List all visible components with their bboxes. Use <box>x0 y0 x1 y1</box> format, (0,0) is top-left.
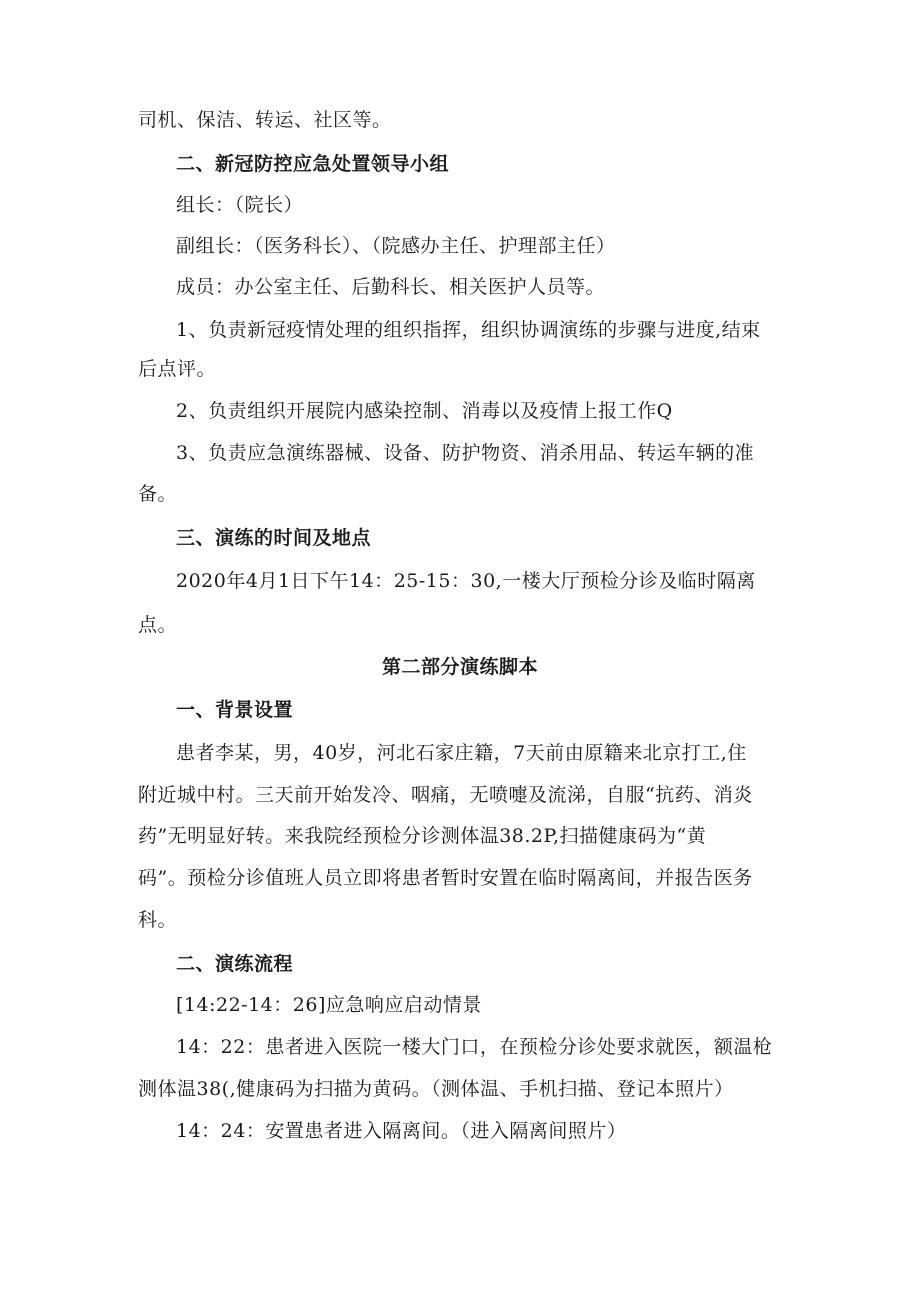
paragraph-line: 3、负责应急演练器械、设备、防护物资、消杀用品、转运车辆的准 <box>176 442 755 464</box>
paragraph-line: [14:22-14：26]应急响应启动情景 <box>176 994 482 1016</box>
paragraph-line: 药”无明显好转。来我院经预检分诊测体温38.2P,扫描健康码为“黄 <box>138 825 707 847</box>
paragraph-line: 测体温38(,健康码为扫描为黄码。（测体温、手机扫描、登记本照片） <box>138 1078 734 1100</box>
paragraph-line: 患者李某，男，40岁，河北石家庄籍，7天前由原籍来北京打工,住 <box>176 742 747 764</box>
paragraph-line: 1、负责新冠疫情处理的组织指挥，组织协调演练的步骤与进度,结束 <box>176 319 761 341</box>
paragraph-line: 点。 <box>138 614 178 636</box>
section-heading: 二、演练流程 <box>176 953 294 975</box>
section-heading: 一、背景设置 <box>176 699 294 721</box>
section-heading: 二、新冠防控应急处置领导小组 <box>176 153 450 175</box>
paragraph-line: 副组长：（医务科长）、（院感办主任、护理部主任） <box>176 235 616 257</box>
paragraph-line: 14：22：患者进入医院一楼大门口，在预检分诊处要求就医，额温枪 <box>176 1036 773 1058</box>
paragraph-line: 司机、保洁、转运、社区等。 <box>138 109 392 131</box>
paragraph-line: 2020年4月1日下午14：25-15：30,一楼大厅预检分诊及临时隔离 <box>176 570 756 592</box>
paragraph-line: 后点评。 <box>138 358 217 380</box>
section-heading: 三、演练的时间及地点 <box>176 527 372 549</box>
paragraph-line: 14：24：安置患者进入隔离间。（进入隔离间照片） <box>176 1120 627 1142</box>
paragraph-line: 成员：办公室主任、后勤科长、相关医护人员等。 <box>176 276 606 298</box>
paragraph-line: 组长：（院长） <box>176 194 304 216</box>
paragraph-line: 附近城中村。三天前开始发冷、咽痛，无喷嚏及流涕，自服“抗药、消炎 <box>138 784 753 806</box>
part-title: 第二部分演练脚本 <box>381 656 538 678</box>
paragraph-line: 码”。预检分诊值班人员立即将患者暂时安置在临时隔离间，并报告医务 <box>138 867 753 889</box>
paragraph-line: 科。 <box>138 909 178 931</box>
paragraph-line: 2、负责组织开展院内感染控制、消毒以及疫情上报工作Q <box>176 400 673 422</box>
paragraph-line: 备。 <box>138 483 178 505</box>
